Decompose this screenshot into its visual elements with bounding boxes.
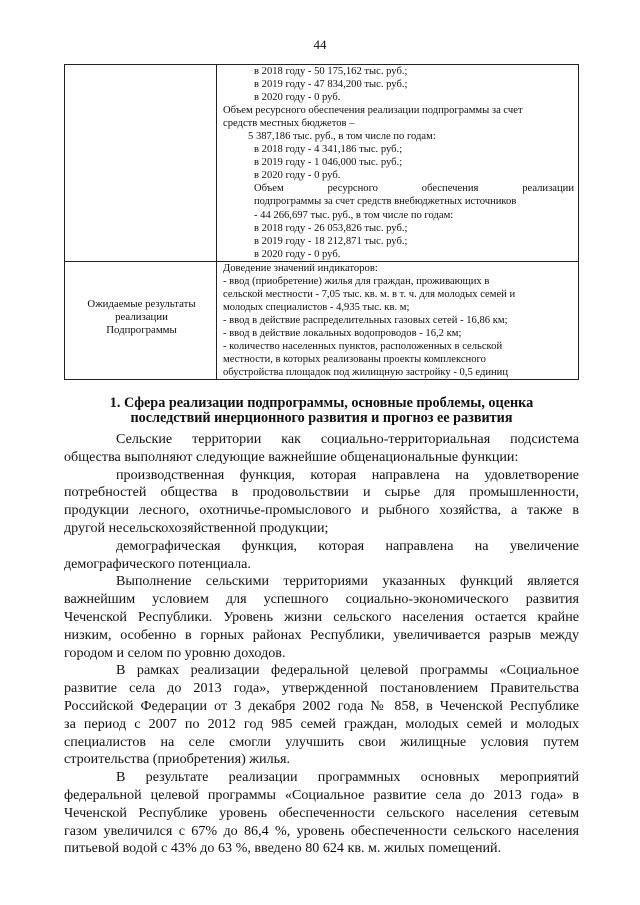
expected-line: сельской местности - 7,05 тыс. кв. м. в т. ч. для молодых семей и <box>223 288 516 300</box>
expected-line: молодых специалистов - 4,935 тыс. кв. м; <box>223 301 410 313</box>
section-title-line: 1. Сфера реализации подпрограммы, основные проблемы, оценка <box>109 395 534 411</box>
expected-results-label <box>65 262 216 338</box>
paragraph-line: развитие села до 2013 года», утвержденной постановлением Правительства <box>64 680 579 697</box>
paragraph-line: В рамках реализации федеральной целевой программы «Социальное <box>116 662 579 679</box>
paragraph-line: Сельские территории как социально-территориальная подсистема <box>116 431 579 447</box>
expected-line: - ввод (приобретение) жилья для граждан, проживающих в <box>223 275 490 287</box>
section-title <box>64 396 579 426</box>
label-line: Подпрограммы <box>106 324 177 337</box>
resource-line: в 2018 году - 4 341,186 тыс. руб.; <box>254 144 403 156</box>
page-number: 44 <box>313 37 327 52</box>
resource-line: Объем ресурсного обеспечения реализации подпрограммы за счет <box>223 105 523 117</box>
paragraph-line: общества выполняют следующие важнейшие общенациональные функции: <box>64 448 519 465</box>
label-line: Ожидаемые результаты <box>87 297 196 310</box>
paragraph-line: демографическая функция, которая направлена на увеличение <box>116 537 579 554</box>
resource-line: средств местных бюджетов – <box>223 118 355 130</box>
resource-line: в 2018 году - 26 053,826 тыс. руб.; <box>254 222 408 234</box>
paragraph-line: городом и селом по уровню доходов. <box>64 644 286 661</box>
label-line: реализации <box>115 310 168 323</box>
paragraph-line: важнейшим условием для успешного социально-экономического развития <box>64 591 579 608</box>
resource-line: Объем ресурсного обеспечения реализации <box>254 183 574 195</box>
paragraph-line: Выполнение сельскими территориями указанных функций является <box>116 573 579 590</box>
paragraph-line: Российской Федерации от 3 декабря 2002 года № 858, в Чеченской Республике <box>64 697 579 714</box>
expected-results-cell <box>217 261 579 379</box>
resource-line: в 2020 году - 0 руб. <box>254 170 341 182</box>
paragraph-line: другой несельскохозяйственной продукции; <box>64 519 329 536</box>
expected-line: Доведение значений индикаторов: <box>223 262 378 274</box>
resource-line: в 2020 году - 0 руб. <box>254 248 341 260</box>
paragraph-line: демографического потенциала. <box>64 555 251 572</box>
resource-line: 5 387,186 тыс. руб., в том числе по годам: <box>248 131 436 143</box>
paragraph-line: В результате реализации программных основных мероприятий <box>116 769 579 786</box>
expected-line: - ввод в действие распределительных газовых сетей - 16,86 км; <box>223 314 508 326</box>
resource-line: в 2020 году - 0 руб. <box>254 92 341 104</box>
table-row-resources <box>65 65 579 262</box>
expected-line: - количество населенных пунктов, расположенных в сельской <box>223 340 503 352</box>
expected-line: - ввод в действие локальных водопроводов - 16,2 км; <box>223 327 462 339</box>
table-row-expected-results <box>65 261 579 379</box>
section-title-line: последствий инерционного развития и прогноз ее развития <box>130 410 513 426</box>
resource-line: в 2019 году - 1 046,000 тыс. руб.; <box>254 157 403 169</box>
paragraph-line: федеральной целевой программы «Социальное развитие села до 2013 года» в <box>64 786 579 803</box>
resource-line: подпрограммы за счет средств внебюджетных источников <box>254 196 517 208</box>
expected-line: местности, в которых реализованы проекты комплексного <box>223 354 486 366</box>
paragraph-line: потребностей общества в продовольствии и сырье для промышленности, <box>64 484 579 501</box>
paragraph-line: производственная функция, которая направлена на удовлетворение <box>116 466 579 483</box>
paragraph-line: строительства (приобретения) жилья. <box>64 751 291 768</box>
resource-line: в 2019 году - 18 212,871 тыс. руб.; <box>254 235 408 247</box>
paragraph-line: газом увеличился с 67% до 86,4 %, уровень обеспеченности сельского населения <box>64 822 579 839</box>
paragraph-line: за период с 2007 по 2012 год 985 семей граждан, молодых семей и молодых <box>64 715 579 732</box>
body-text <box>64 431 579 858</box>
paragraph-line: продукции лесного, охотничье-промыслового и рыбного хозяйства, а также в <box>64 502 579 519</box>
resource-line: - 44 266,697 тыс. руб., в том числе по годам: <box>254 209 454 221</box>
resource-line: в 2018 году - 50 175,162 тыс. руб.; <box>254 66 408 77</box>
expected-results-label-cell <box>65 261 217 379</box>
passport-table <box>64 64 579 380</box>
resources-cell <box>217 65 579 262</box>
expected-line: обустройства площадок под жилищную застройку - 0,5 единиц <box>223 367 509 379</box>
paragraph-line: Чеченской Республики. Уровень жизни сельского населения остается крайне <box>64 608 579 625</box>
paragraph-line: специалистов на селе смогли улучшить свои жилищные условия путем <box>64 733 579 750</box>
table-cell-empty-label <box>65 65 217 262</box>
resource-line: в 2019 году - 47 834,200 тыс. руб.; <box>254 79 408 91</box>
paragraph-line: Чеченской Республике уровень обеспеченности сельского населения сетевым <box>64 804 579 821</box>
paragraph-line: низким, особенно в горных районах Республики, увеличивается разрыв между <box>64 626 579 643</box>
paragraph-line: питьевой водой с 43% до 63 %, введено 80 624 кв. м. жилых помещений. <box>64 840 502 857</box>
